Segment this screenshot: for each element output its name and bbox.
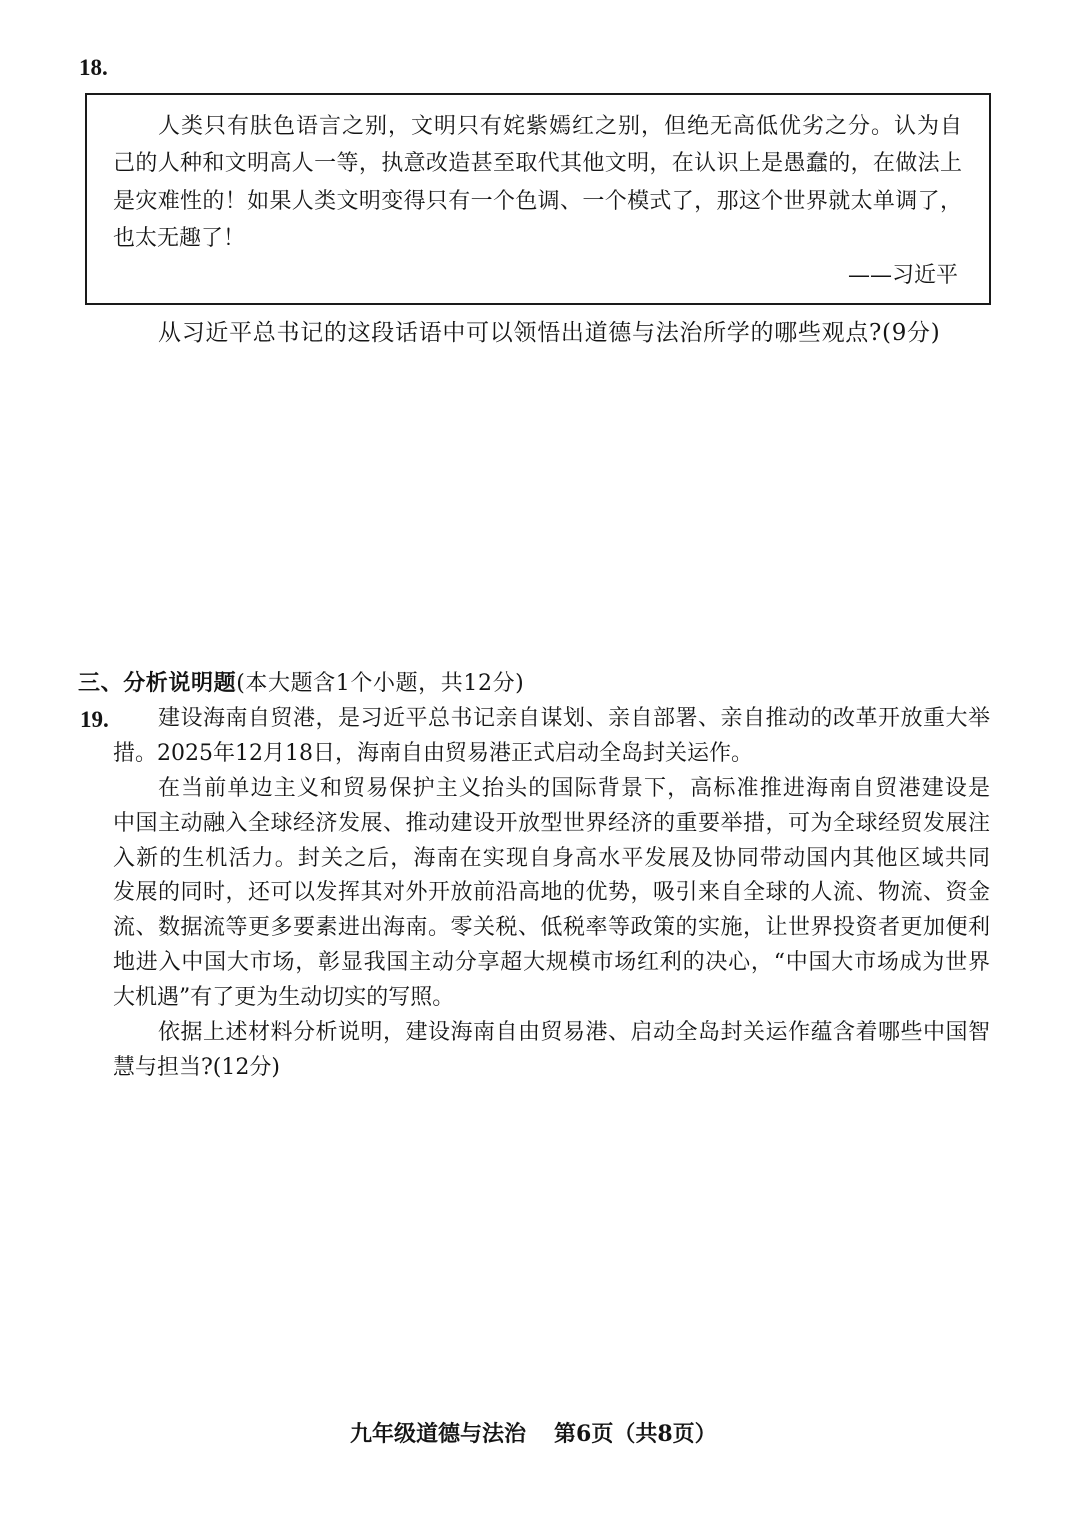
- paragraph-line: 发展的同时，还可以发挥其对外开放前沿高地的优势，吸引来自全球的人流、物流、资金: [113, 880, 990, 906]
- quote-line: 己的人种和文明高人一等，执意改造甚至取代其他文明，在认识上是愚蠢的，在做法上: [113, 151, 962, 177]
- footer-subject: 九年级道德与法治: [350, 1421, 527, 1447]
- paragraph-line: 地进入中国大市场，彰显我国主动分享超大规模市场红利的决心，“中国大市场成为世界: [113, 950, 990, 976]
- question-18-number: 18.: [79, 55, 108, 80]
- quote-line: 是灾难性的！如果人类文明变得只有一个色调、一个模式了，那这个世界就太单调了，: [113, 188, 962, 214]
- paragraph-line: 入新的生机活力。封关之后，海南在实现自身高水平发展及协同带动国内其他区域共同: [113, 845, 990, 871]
- quote-line: 也太无趣了！: [113, 225, 246, 251]
- quote-box: [85, 93, 991, 305]
- paragraph-line: 措。2025年12月18日，海南自由贸易港正式启动全岛封关运作。: [113, 740, 753, 766]
- paragraph-line: 在当前单边主义和贸易保护主义抬头的国际背景下，高标准推进海南自贸港建设是: [158, 775, 990, 801]
- question-19-material: [113, 702, 990, 1086]
- paragraph-line: 大机遇”有了更为生动切实的写照。: [113, 985, 455, 1011]
- question-19-prompt-line: 慧与担当?(12分): [113, 1054, 280, 1080]
- page-footer: [350, 1419, 717, 1449]
- section-heading-note: (本大题含1个小题，共12分): [236, 671, 525, 696]
- quote-line: 人类只有肤色语言之别，文明只有姹紫嫣红之别，但绝无高低优劣之分。认为自: [158, 114, 962, 139]
- section-heading: [78, 668, 524, 699]
- section-heading-title: 三、分析说明题: [78, 670, 237, 696]
- footer-page-number: 第6页（共8页）: [554, 1421, 717, 1447]
- quote-attribution: ——习近平: [847, 263, 958, 289]
- question-19-prompt-line: 依据上述材料分析说明，建设海南自由贸易港、启动全岛封关运作蕴含着哪些中国智: [158, 1020, 990, 1046]
- question-19-number: 19.: [80, 707, 109, 732]
- paragraph-line: 建设海南自贸港，是习近平总书记亲自谋划、亲自部署、亲自推动的改革开放重大举: [158, 706, 990, 731]
- question-18-prompt: 从习近平总书记的这段话语中可以领悟出道德与法治所学的哪些观点?(9分): [158, 320, 941, 346]
- paragraph-line: 流、数据流等更多要素进出海南。零关税、低税率等政策的实施，让世界投资者更加便利: [113, 915, 990, 941]
- paragraph-line: 中国主动融入全球经济发展、推动建设开放型世界经济的重要举措，可为全球经贸发展注: [113, 810, 990, 836]
